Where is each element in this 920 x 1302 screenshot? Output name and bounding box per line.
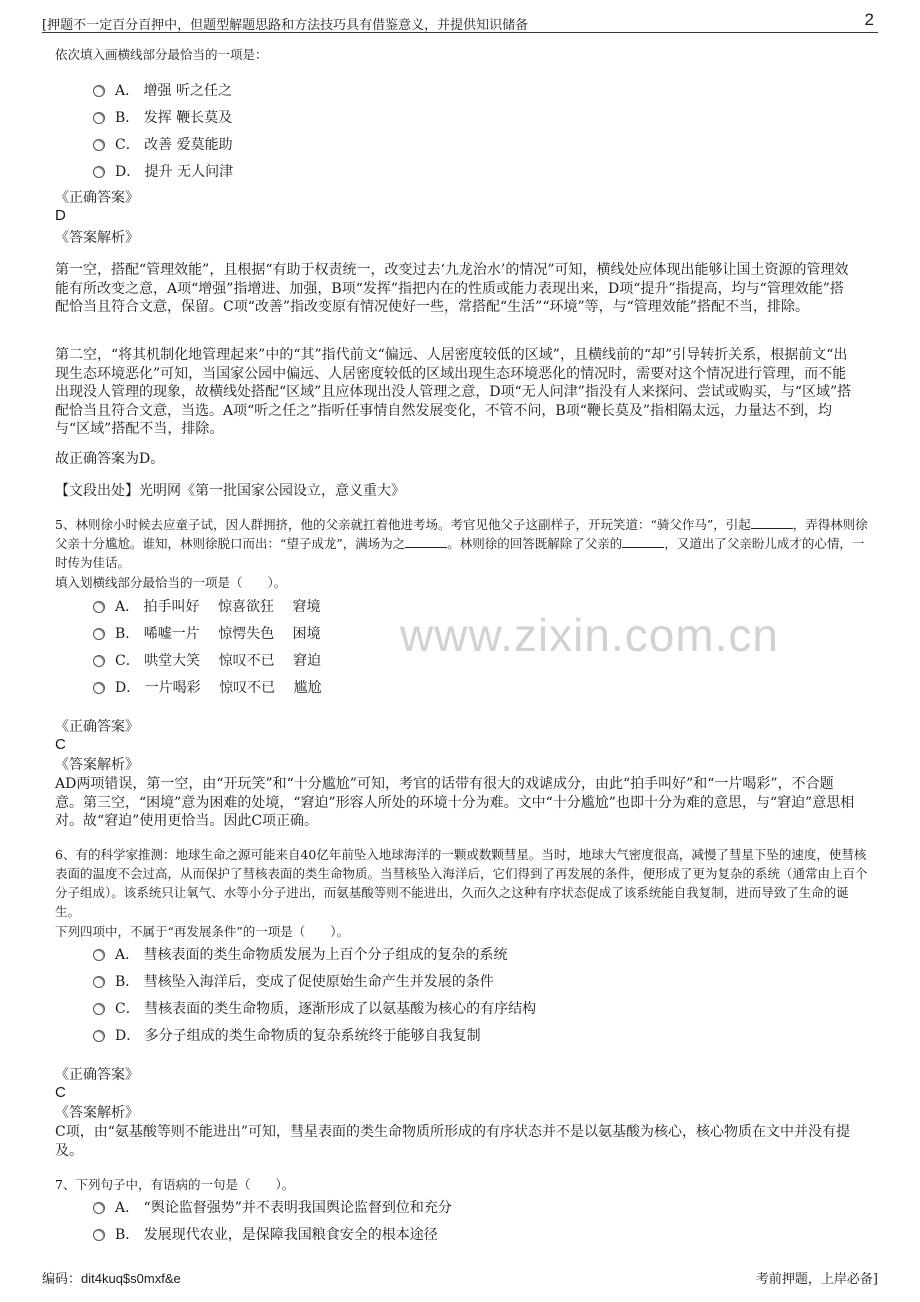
q5-option-b[interactable]: B． 唏嘘一片 惊愕失色 困境 <box>93 623 321 643</box>
radio-icon[interactable] <box>93 655 105 667</box>
footer-slogan: 考前押题，上岸必备] <box>755 1272 878 1287</box>
q4-answer-label: 《正确答案》 <box>55 190 139 206</box>
q5-option-c[interactable]: C． 哄堂大笑 惊叹不已 窘迫 <box>93 650 321 670</box>
q4-analysis-p2: 第二空，“将其机制化地管理起来”中的“其”指代前文“偏远、人居密度较低的区域”，且横线前的“却”引导转折关系，根据前文“出现生态环境恶化”可知，当国家公园中偏远、人居密度较低的区域出现生态环境恶化的情况时，需要对这个情况进行管理，而不能出现没人管理的现象，故横线处搭配“区域”且应体现出没人管理之意，D项“无人问津”指没有人来探问、尝试或购买，与“区域”搭配恰当且符合文意，当选。A项“听之任之”指听任事情自然发展变化，不管不问，B项“鞭长莫及”指相隔太远，力量达不到，均与“区域”搭配不当，排除。 <box>55 347 852 437</box>
q4-source: 【文段出处】光明网《第一批国家公园设立，意义重大》 <box>55 483 405 499</box>
q7-stem: 7、下列句子中，有语病的一句是（ ）。 <box>55 1177 295 1192</box>
q5-prompt: 填入划横线部分最恰当的一项是（ ）。 <box>55 575 287 590</box>
blank-line <box>405 535 447 548</box>
q4-option-d[interactable]: D． 提升 无人问津 <box>93 161 233 181</box>
q4-option-c[interactable]: C． 改善 爱莫能助 <box>93 134 233 154</box>
radio-icon[interactable] <box>93 949 105 961</box>
blank-line <box>751 516 793 529</box>
q4-analysis-p1: 第一空，搭配“管理效能”，且根据“有助于权责统一，改变过去‘九龙治水’的情况”可知，横线处应体现出能够让国土资源的管理效能有所改变之意，A项“增强”指增进、加强，B项“发挥”指把内在的性质或能力表现出来，D项“提升”指提高，均与“管理效能”搭配恰当且符合文意，保留。C项“改善”指改变原有情况使好一些，常搭配“生活”“环境”等，与“管理效能”搭配不当，排除。 <box>55 262 849 315</box>
q6-analysis: C项，由“氨基酸等则不能进出”可知，彗星表面的类生命物质所形成的有序状态并不是以氨基酸为核心，核心物质在文中并没有提及。 <box>55 1124 851 1159</box>
q6-analysis-label: 《答案解析》 <box>55 1105 139 1121</box>
q6-option-d[interactable]: D． 多分子组成的类生命物质的复杂系统终于能够自我复制 <box>93 1025 481 1045</box>
q6-option-a[interactable]: A． 彗核表面的类生命物质发展为上百个分子组成的复杂的系统 <box>93 944 508 964</box>
q7-option-b[interactable]: B． 发展现代农业，是保障我国粮食安全的根本途径 <box>93 1224 438 1244</box>
q4-conclusion: 故正确答案为D。 <box>55 451 165 467</box>
q6-answer: C <box>55 1084 66 1101</box>
q5-answer: C <box>55 736 66 753</box>
q6-answer-label: 《正确答案》 <box>55 1067 139 1083</box>
footer-code: 编码：dit4kuq$s0mxf&e <box>42 1271 181 1287</box>
q5-option-a[interactable]: A． 拍手叫好 惊喜欲狂 窘境 <box>93 596 320 616</box>
q4-answer: D <box>55 207 66 224</box>
q4-option-a[interactable]: A． 增强 听之任之 <box>93 80 232 100</box>
watermark: www.zixin.com.cn <box>400 609 779 661</box>
q5-option-d[interactable]: D． 一片喝彩 惊叹不已 尴尬 <box>93 677 322 697</box>
radio-icon[interactable] <box>93 112 105 124</box>
q6-prompt: 下列四项中，不属于“再发展条件”的一项是（ ）。 <box>55 924 350 939</box>
q6-stem: 6、有的科学家推测：地球生命之源可能来自40亿年前坠入地球海洋的一颗或数颗彗星。当时，地球大气密度很高，减慢了彗星下坠的速度，使彗核表面的温度不会过高，从而保护了彗核表面的类生命物质。当彗核坠入海洋后，它们得到了再发展的条件，便形成了更为复杂的系统（通常由上百个分子组成）。该系统只让氧气、水等小分子进出，而氨基酸等则不能进出，久而久之这种有序状态促成了该系统能自我复制，进而导致了生命的诞生。 <box>55 847 868 919</box>
radio-icon[interactable] <box>93 1030 105 1042</box>
radio-icon[interactable] <box>93 1229 105 1241</box>
radio-icon[interactable] <box>93 976 105 988</box>
radio-icon[interactable] <box>93 1003 105 1015</box>
q5-analysis-label: 《答案解析》 <box>55 757 139 773</box>
blank-line <box>622 535 664 548</box>
radio-icon[interactable] <box>93 1202 105 1214</box>
header-title: [押题不一定百分百押中，但题型解题思路和方法技巧具有借鉴意义，并提供知识储备 <box>42 18 529 33</box>
page-number: 2 <box>864 10 874 29</box>
q4-stem-tail: 依次填入画横线部分最恰当的一项是： <box>55 47 268 62</box>
page-header <box>42 12 878 33</box>
radio-icon[interactable] <box>93 85 105 97</box>
q5-analysis: AD两项错误，第一空，由“开玩笑”和“十分尴尬”可知，考官的话带有很大的戏谑成分，由此“拍手叫好”和“一片喝彩”，不合题意。第三空，“困境”意为困难的处境，“窘迫”形容人所处的环境十分为难。文中“十分尴尬”也即十分为难的意思，与“窘迫”意思相对。故“窘迫”使用更恰当。因此C项正确。 <box>55 776 855 829</box>
radio-icon[interactable] <box>93 628 105 640</box>
q6-option-b[interactable]: B． 彗核坠入海洋后，变成了促使原始生命产生并发展的条件 <box>93 971 494 991</box>
q6-option-c[interactable]: C． 彗核表面的类生命物质，逐渐形成了以氨基酸为核心的有序结构 <box>93 998 536 1018</box>
q7-option-a[interactable]: A． “舆论监督强势”并不表明我国舆论监督到位和充分 <box>93 1197 452 1217</box>
q5-answer-label: 《正确答案》 <box>55 719 139 735</box>
q4-option-b[interactable]: B． 发挥 鞭长莫及 <box>93 107 232 127</box>
radio-icon[interactable] <box>93 682 105 694</box>
q4-analysis-label: 《答案解析》 <box>55 230 139 246</box>
radio-icon[interactable] <box>93 166 105 178</box>
radio-icon[interactable] <box>93 601 105 613</box>
radio-icon[interactable] <box>93 139 105 151</box>
q5-stem: 5、林则徐小时候去应童子试，因人群拥挤，他的父亲就扛着他进考场。考官见他父子这副样子，开玩笑道：“骑父作马”，引起 ，弄得林则徐父亲十分尴尬。谁知，林则徐脱口而出：“望子成龙”，满场为之 。林则徐的回答既解除了父亲的 ，又道出了父亲盼儿成才的心情，一时传为佳话。 <box>55 517 868 570</box>
